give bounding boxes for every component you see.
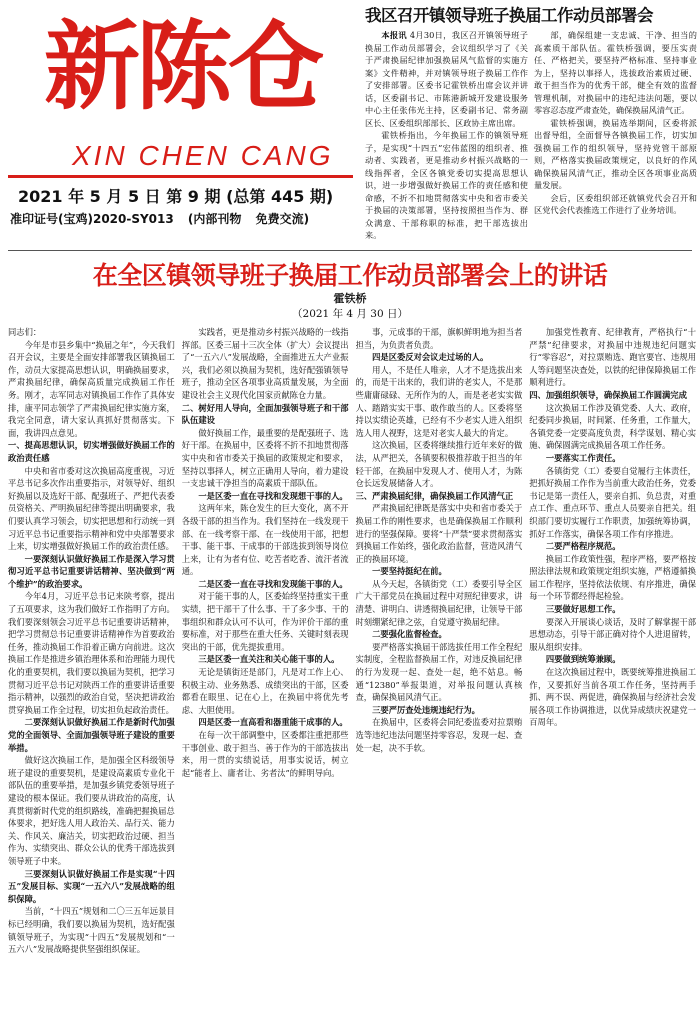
body-paragraph: 当前，“十四五”规划和二〇三五年远景目标已经明确，我们要以换届为契机，选好配强镇领导班子，为实现“十四五”发展规划和“一五六八”发展战略提供坚强组织保证。 (8, 906, 175, 955)
body-paragraph: 对于能干事的人，区委始终坚持重实干重实绩，把干部干了什么事、干了多少事、干的事组织和群众认可不认可，作为评价干部的重要标准，对于那些在重大任务、关键时刻表现突出的干部，优先提拔重用。 (181, 591, 349, 652)
top-news-paragraph (534, 192, 697, 217)
article-column-1 (8, 326, 175, 1032)
body-paragraph: 这两年来，陈仓发生的巨大变化，离不开各级干部的担当作为。我们坚持在一线发现干部、在一线考察干部、在一线使用干部，把想干事、能干事、干成事的干部选拔到领导岗位上来，让有为者有位、吃苦者吃香、流汗者流通。 (181, 503, 349, 577)
sub-heading: 三要深刻认识做好换届工作是实现“十四五”发展目标、实现“一五六八”发展战略的组织保障。 (8, 868, 175, 904)
top-news-text: 会后，区委组织部还就镇党代会召开和区党代会代表推选工作进行了业务培训。 (534, 192, 697, 215)
top-news-text: 4月30日，我区召开镇领导班子换届工作动员部署会，会议组织学习了《关于严肃换届纪律加强换届风气监督的实施方案》文件精神，并对镇领导班子换届工作作了安排部署。区委书记霍铁桥出席会议并讲话，区委副书记、市陈港新城开发建设服务中心主任张伟光主持，区委副书记、常务副区长、区委组织部部长、区政协主席出席。 (365, 30, 528, 128)
body-paragraph: 在换届中，区委将会同纪委监委对拉票贿选等违纪违法问题坚持零容忍，发现一起、查处一起，决不手软。 (355, 717, 523, 753)
article-column-3 (356, 326, 523, 1032)
sub-heading: 一是区委一直在寻找和发现想干事的人。 (198, 490, 348, 501)
body-paragraph: 要深入开展谈心谈话，及时了解掌握干部思想动态，引导干部正确对待个人进退留转，服从组织安排。 (529, 616, 696, 652)
sub-heading: 三要做好思想工作。 (545, 604, 621, 615)
salutation: 同志们： (8, 327, 42, 337)
body-paragraph: 无论是镇街还是部门，凡是对工作上心、积极主动、业务熟悉、成绩突出的干部，区委都看在眼里、记在心上，在换届中将优先考虑、大胆使用。 (181, 667, 349, 715)
masthead (0, 0, 360, 245)
body-paragraph: 用人，不是任人唯亲，人才不是选拔出来的，而是干出来的，我们讲的老实人，不是那些庸庸碌碌、无所作为的人，而是老老实实做人、踏踏实实干事、敢作敢当的人。区委将坚持以实绩论英雄，已经有不少老实人进入组织选人用人视野，这是对老实人最大的肯定。 (355, 364, 523, 438)
sub-heading: 一要深刻认识做好换届工作是深入学习贯彻习近平总书记重要讲话精神、坚决做到“两个维护”的政治要求。 (8, 553, 175, 589)
body-paragraph: 中央和省市委对这次换届高度重视，习近平总书记多次作出重要指示，对领导好、组织好换届以及选好干部、配强班子、严把代表委员资格关、严明换届纪律等提出明确要求，我们要认真学习领会，切实把思想和行动统一到习近平总书记重要指示精神和党中央部署要求上来，切实增强做好换届工作的政治责任感。 (8, 465, 175, 552)
body-paragraph: 在每一次干部调整中，区委都注重把那些干事创业、敢于担当、善于作为的干部选拔出来，用一贯的实绩说话，用事实说话，树立起“能者上、庸者让、劣者汰”的鲜明导向。 (181, 730, 349, 778)
sub-heading: 四要做到统筹兼顾。 (545, 654, 621, 665)
masthead-rule (8, 175, 353, 178)
body-paragraph: 做好换届工作，最重要的是配强班子、选好干部。在换届中，区委将不折不扣地贯彻落实中央和省市委关于换届的政策规定和要求，坚持以事择人，树立正确用人导向，着力建设一支忠诚干净担当的高素质干部队伍。 (181, 427, 349, 489)
body-paragraph: 从今天起，各镇街党（工）委要引导全区广大干部党员在换届过程中对照纪律要求，讲清楚、讲明白、讲透彻换届纪律，让领导干部时刻绷紧纪律之弦，自觉遵守换届纪律。 (355, 578, 523, 627)
body-paragraph: 做好这次换届工作，是加强全区科级领导班子建设的重要契机，是建设高素质专业化干部队伍的重要举措，是加强乡镇党委领导班子建设的根本保证。我们要从讲政治的高度，认真贯彻新时代党的组织路线，准确把握换届总体要求，把好选人用人政治关、品行关、能力关、作风关、廉洁关，切实把政治过硬、担当作为、实绩突出、群众公认的优秀干部选拔到领导班子中来。 (8, 755, 175, 866)
top-news-title: 我区召开镇领导班子换届工作动员部署会 (365, 6, 653, 25)
section-heading: 二、树好用人导向，全面加强领导班子和干部队伍建设 (181, 402, 349, 426)
top-news-lead: 本报讯 (381, 30, 407, 40)
body-paragraph: 要严格落实换届干部选拔任用工作全程纪实制度，全程监督换届工作，对违反换届纪律的行为发现一起、查处一起，绝不姑息。畅通“12380”举报渠道，对举报问题认真核查，确保换届风清气正。 (355, 641, 523, 703)
permit-number: 准印证号(宝鸡)2020-SY013 (10, 212, 174, 226)
body-paragraph: 实践者，更是推动乡村振兴战略的一线指挥部。区委三届十三次全体（扩大）会议提出了“一五六八”发展战略，全面推进五大产业振兴，我们必须以换届为契机，选好配强镇领导班子，推动全区各项事业高质量发展，为全面建设社会主义现代化国家贡献陈仓力量。 (181, 327, 349, 400)
newspaper-pinyin: XIN CHEN CANG (72, 140, 334, 171)
sub-heading: 一要落实工作责任。 (545, 452, 621, 463)
top-news-paragraph (534, 29, 697, 117)
newspaper-title: 新陈仓 (44, 11, 320, 123)
top-news-column-2 (534, 29, 697, 245)
top-news-paragraph (534, 117, 697, 192)
body-paragraph: 加强党性教育、纪律教育，严格执行“十严禁”纪律要求，对换届中违规违纪问题实行“零容忍”，对拉票贿选、跑官要官、违规用人等问题坚决查处，以铁的纪律保障换届工作顺利进行。 (529, 327, 696, 388)
sub-heading: 二要严格程序规范。 (545, 541, 621, 552)
headline-divider (8, 250, 692, 251)
free-label: 免费交流) (255, 212, 310, 226)
section-heading: 三、严肃换届纪律，确保换届工作风清气正 (355, 490, 514, 501)
issue-line: 2021 年 5 月 5 日 第 9 期 (总第 445 期) (18, 187, 334, 206)
body-paragraph: 这次换届，区委将继续推行近年来好的做法，从严把关，各镇要积极推荐敢于担当的年轻干部，在换届中发现人才、使用人才，为陈仓长远发展储备人才。 (355, 440, 523, 489)
sub-heading: 三是区委一直关注和关心能干事的人。 (198, 654, 340, 665)
top-news-text: 部，确保组建一支忠诚、干净、担当的高素质干部队伍。霍铁桥强调，要压实责任、严格把关，要坚持严格标准、坚持事业为上，坚持以事择人，选拔政治素质过硬、敢于担当作为的优秀干部，健全有效的监督管理机制，对换届中的违纪违法问题，要以零容忍态度严肃查处，确保换届风清气正。 (534, 30, 697, 115)
article-date: （2021 年 4 月 30 日） (292, 308, 408, 320)
sub-heading: 二是区委一直在寻找和发现能干事的人。 (198, 578, 348, 589)
body-paragraph: 这次换届工作涉及镇党委、人大、政府，纪委同步换届，时间紧、任务重，工作量大，各镇党委一定要高度负责，科学谋划、精心实施、确保圆满完成换届各项工作任务。 (529, 402, 696, 451)
body-paragraph: 在这次换届过程中，既要统筹推进换届工作，又要抓好当前各项工作任务，坚持两手抓、两不误、两促进，确保换届与经济社会发展各项工作协调推进，以优异成绩庆祝建党一百周年。 (529, 667, 696, 728)
article-body (8, 326, 696, 1032)
article-column-2 (182, 326, 349, 1032)
article-column-4 (529, 326, 696, 1032)
body-paragraph: 事，元成事的干部，旗帜鲜明地为担当者担当，为负责者负责。 (355, 327, 523, 350)
top-news-paragraph (365, 29, 528, 129)
top-news-article (365, 2, 697, 245)
sub-heading: 四是区委一直高看和器重能干成事的人。 (198, 717, 348, 728)
body-paragraph: 各镇街党（工）委要自觉履行主体责任，把抓好换届工作作为当前重大政治任务，党委书记是第一责任人，要亲自抓、负总责，对重点工作、重点环节、重点人员要亲自把关。组织部门要切实履行工作职责，加强统筹协调，抓好工作落实，确保各项工作有序推进。 (529, 465, 696, 539)
article-author: 霍铁桥 (333, 292, 367, 305)
sub-heading: 四是区委反对会议走过场的人。 (372, 352, 489, 363)
body-paragraph: 换届工作政策性强，程序严格，要严格按照法律法规和政策规定组织实施，严格遵循换届工作程序，坚持依法依规、有序推进，确保每一个环节都经得起检验。 (529, 553, 696, 602)
body-paragraph: 严肃换届纪律既是落实中央和省市委关于换届工作的刚性要求，也是确保换届工作顺利进行的坚强保障。要将“十严禁”要求贯彻落实到换届工作始终，强化政治监督，营造风清气正的换届环境。 (355, 503, 523, 564)
body-paragraph: 今年4月，习近平总书记来陕考察，提出了五项要求，这为我们做好工作指明了方向。我们要深刻领会习近平总书记重要讲话精神，把学习贯彻总书记重要讲话精神作为首要政治任务，推动换届工作沿着正确方向前进。这次换届工作是推进乡镇治理体系和治理能力现代化的重要契机，我们要以换届为契机，把学习贯彻习近平总书记对陕西工作的重要讲话重要指示精神，以强烈的政治自觉，坚决把讲政治贯穿换届工作全过程，切实担负起政治责任。 (8, 591, 175, 715)
sub-heading: 三要严厉查处违规违纪行为。 (372, 704, 480, 715)
permit-line (10, 210, 319, 227)
top-news-text: 霍铁桥强调，换届选举期间，区委将派出督导组，全面督导各镇换届工作，切实加强换届工作的组织领导，坚持党管干部原则，严格落实换届政策规定，以良好的作风确保换届风清气正，推动全区各项事业高质量发展。 (534, 117, 697, 190)
internal-label: (内部刊物 (187, 212, 242, 226)
top-news-column-1 (365, 29, 528, 245)
sub-heading: 二要深刻认识做好换届工作是新时代加强党的全面领导、全面加强领导班子建设的重要举措。 (8, 717, 175, 753)
body-paragraph: 今年是市县乡集中“换届之年”，今天我们召开会议，主要是全面安排部署我区镇换届工作，动员大家提高思想认识，明确换届要求，严肃换届纪律，确保高质量完成换届工作任务。刚才，志军同志对镇换届工作作了具体安排，康平同志领学了严肃换届纪律实施方案，我完全同意，请大家认真抓好贯彻落实。下面，我讲四点意见。 (8, 339, 175, 438)
top-news-text: 霍铁桥指出，今年换届工作的镇领导班子，是实现“十四五”宏伟蓝图的组织者、推动者、实践者，更是推动乡村振兴战略的一线指挥者，全区各镇党委切实提高思想认识，进一步增强做好换届工作的责任感和使命感，不折不扣地贯彻落实中央和省市委关于换届的决策部署，坚持按照担当作为、群众满意、干部称职的标准，把干部选拔出来。 (365, 130, 528, 240)
top-news-paragraph (365, 129, 528, 242)
section-heading: 四、加强组织领导，确保换届工作圆满完成 (529, 389, 687, 400)
section-heading: 一、提高思想认识，切实增强做好换届工作的政治责任感 (8, 440, 175, 463)
sub-heading: 二要强化监督检查。 (372, 629, 447, 640)
article-headline: 在全区镇领导班子换届工作动员部署会上的讲话 (92, 261, 608, 290)
sub-heading: 一要坚持挺纪在前。 (372, 566, 447, 577)
